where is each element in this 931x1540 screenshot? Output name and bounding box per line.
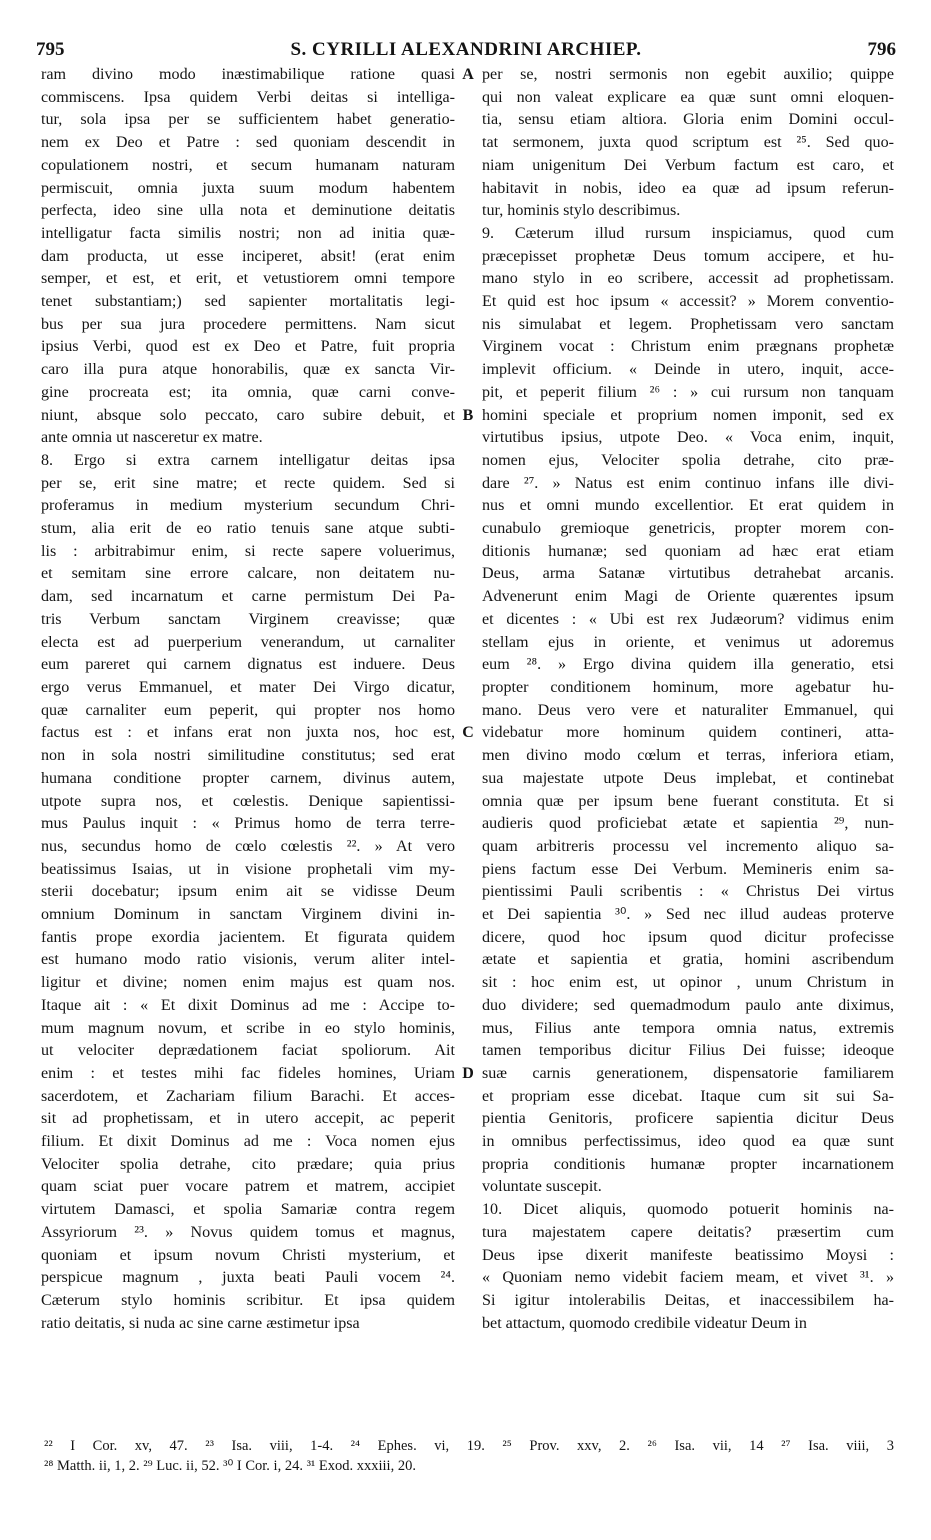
text-line: quam arbitreris processu vel incremento aliquo sa- (482, 837, 894, 855)
text-line: et dicentes : « Ubi est rex Judæorum? vidimus enim (482, 610, 894, 628)
text-line: pientissimi Pauli scribentis : « Christus Dei virtus (482, 883, 894, 901)
text-line: Si igitur intolerabilis Deitas, et inaccessibilem ha- (482, 1291, 894, 1309)
text-line: mus Paulus inquit : « Primus homo de terra terre- (41, 815, 455, 833)
footnote-line: ²⁸ Matth. ii, 1, 2. ²⁹ Luc. ii, 52. ³⁰ I Cor. i, 24. ³¹ Exod. xxxiii, 20. (44, 1458, 416, 1474)
text-line: men divino modo cœlum et terras, inferiora etiam, (482, 747, 894, 765)
text-line: sacerdotem, et Zachariam filium Barachi. Et acces- (41, 1087, 455, 1105)
text-line: quam sciat puer vocare patrem et matrem, accipiet (41, 1178, 455, 1196)
text-line: sua majestate utpote Deus implebat, et continebat (482, 769, 894, 787)
text-line: eum ²⁸. » Ergo divina quidem illa generatio, etsi (482, 656, 894, 674)
text-line: ligitur et divine; nomen enim majus est quam nos. (41, 974, 455, 992)
text-line: voluntate suscepit. (482, 1178, 602, 1196)
text-line: ut velociter deprædationem faciat spoliorum. Ait (41, 1042, 455, 1060)
text-line: 8. Ergo si extra carnem intelligatur deitas ipsa (41, 451, 455, 469)
text-line: tura majestatem capere deitatis? præsertim cum (482, 1223, 894, 1241)
text-line: sit : hoc enim est, ut opinor , unum Christum in (482, 974, 894, 992)
text-line: bus per sua jura procedere permittens. Nam sicut (41, 315, 455, 333)
text-line: virtutem Damasci, et spolia Samariæ contra regem (41, 1201, 455, 1219)
text-line: pit, et peperit filium ²⁶ : » cui rursum non tanquam (482, 383, 894, 401)
text-line: beatissimus Isaias, ut in visione prophetali vim my- (41, 860, 455, 878)
text-line: audieris quod proficiebat ætate et sapientia ²⁹, nun- (482, 815, 894, 833)
text-line: tat sermonem, juxta quod scriptum est ²⁵. Sed quo- (482, 134, 894, 152)
text-line: tamen temporibus dicitur Filius Dei fuisse; ideoque (482, 1042, 894, 1060)
text-line: cunabulo gremioque genetricis, propter morem con- (482, 520, 894, 538)
text-line: suæ carnis generationem, dispensatorie familiarem (482, 1064, 894, 1082)
text-line: mum magnum novum, et scribe in eo stylo hominis, (41, 1019, 455, 1037)
text-line: tenet substantiam;) sed sapienter mortalitatis legi- (41, 293, 455, 311)
text-line: Deus, arma Satanæ virtutibus detrahebat arcanis. (482, 565, 894, 583)
text-line: bet attactum, quomodo credibile videatur Deum in (482, 1314, 807, 1332)
text-line: tur, sola ipsa per se sufficientem habet generatio- (41, 111, 455, 129)
text-line: et propriam esse dicebat. Itaque cum sit sui Sa- (482, 1087, 894, 1105)
left-page-number: 795 (36, 39, 65, 60)
text-line: dam, sed incarnatum et carne permistum Dei Pa- (41, 588, 455, 606)
page-header (36, 38, 896, 64)
text-line: per se, nostri sermonis non egebit auxilio; quippe (482, 66, 894, 83)
text-line: Itaque ait : « Et dixit Dominus ad me : Accipe to- (41, 996, 455, 1014)
margin-marker-b: B (462, 406, 474, 424)
text-line: Advenerunt enim Magi de Oriente quærentes ipsum (482, 588, 894, 606)
left-text-column (41, 64, 455, 1335)
text-line: fantis prope exordia jacientem. Et figurata quidem (41, 928, 455, 946)
text-line: mus, Filius ante tempora omnia natus, extremis (482, 1019, 894, 1037)
text-line: semper, et est, et erit, et vetustiorem omni tempore (41, 270, 455, 288)
text-line: Deus ipse dixerit manifeste beatissimo Moysi : (482, 1246, 894, 1264)
footnote-line: ²² I Cor. xv, 47. ²³ Isa. viii, 1-4. ²⁴ Ephes. vi, 19. ²⁵ Prov. xxv, 2. ²⁶ Isa. vii, 14 ²⁷ Isa. viii, 3 (44, 1438, 894, 1454)
text-line: ram divino modo inæstimabilique ratione quasi (41, 66, 455, 83)
text-line: et semitam sine errore calcare, non deitatem nu- (41, 565, 455, 583)
text-line: nus, secundus homo de cœlo cœlestis ²². » At vero (41, 837, 455, 855)
text-line: filium. Et dixit Dominus ad me : Voca nomen ejus (41, 1133, 455, 1151)
text-line: ætate et sapientia et gratia, homini ascribendum (482, 951, 894, 969)
text-line: stellam ejus in oriente, et venimus ut adoremus (482, 633, 894, 651)
text-line: non in sola nostri similitudine constitutus; sed erat (41, 747, 455, 765)
text-line: mano stylo in eo scribere, accessit ad prophetissam. (482, 270, 894, 288)
text-line: nem ex Deo et Patre : sed quoniam descendit in (41, 134, 455, 152)
text-line: ante omnia ut nasceretur ex matre. (41, 429, 263, 447)
text-line: Assyriorum ²³. » Novus quidem tomus et magnus, (41, 1223, 455, 1241)
text-line: Velociter spolia detrahe, cito prædare; quia prius (41, 1155, 455, 1173)
text-line: propter conditionem hominum, more agebatur hu- (482, 678, 894, 696)
text-line: humana conditione propter carnem, divinus autem, (41, 769, 455, 787)
text-line: gine procreata est; ita omnia, quæ carni conve- (41, 383, 455, 401)
text-line: Cæterum stylo hominis scribitur. Et ipsa quidem (41, 1291, 455, 1309)
text-line: copulationem nostri, et secum humanam naturam (41, 156, 455, 174)
text-line: quæ carnaliter eum peperit, qui propter nos homo (41, 701, 455, 719)
text-line: eum pareret qui carnem dignatus est induere. Deus (41, 656, 455, 674)
text-line: quoniam et ipsum novum Christi mysterium, et (41, 1246, 455, 1264)
margin-marker-c: C (462, 724, 474, 742)
running-title: S. CYRILLI ALEXANDRINI ARCHIEP. (290, 39, 642, 60)
text-line: niam unigenitum Dei Verbum factum est caro, et (482, 156, 894, 174)
text-line: ergo verus Emmanuel, et mater Dei Virgo dicatur, (41, 678, 455, 696)
text-line: est humano modo ratio visionis, verum aliter intel- (41, 951, 455, 969)
text-line: « Quoniam nemo videbit faciem meam, et vivet ³¹. » (482, 1269, 894, 1287)
right-text-column (482, 64, 894, 1335)
text-line: Virginem vocat : Christum enim prægnans prophetæ (482, 338, 894, 356)
text-line: permiscuit, omnia juxta suum modum habentem (41, 179, 455, 197)
text-line: lis : arbitrabimur enim, si recte sapere voluerimus, (41, 542, 455, 560)
text-line: in omnibus perfectissimus, ideo quod ea quæ sunt (482, 1133, 894, 1151)
text-line: perspicue magnum , juxta beati Pauli vocem ²⁴. (41, 1269, 455, 1287)
text-line: piens factum esse Dei Verbum. Memineris enim sa- (482, 860, 894, 878)
text-line: omnium Dominum in sanctam Virginem divini in- (41, 906, 455, 924)
text-line: nis simulabat et legem. Prophetissam vero sanctam (482, 315, 894, 333)
text-line: perfecta, ideo sine ulla nota et deminutione deitatis (41, 202, 455, 220)
text-line: commiscens. Ipsa quidem Verbi deitas si intelliga- (41, 88, 455, 106)
text-line: propria conditionis humanæ propter incarnationem (482, 1155, 894, 1173)
text-line: ipsius Verbi, quod est ex Deo et Patre, fuit propria (41, 338, 455, 356)
text-line: tur, hominis stylo describimus. (482, 202, 681, 220)
text-line: proferamus in medium mysterium secundum Chri- (41, 497, 455, 515)
text-line: niunt, absque solo peccato, caro subire debuit, et (41, 406, 455, 424)
text-line: caro illa pura atque honorabilis, quæ ex sancta Vir- (41, 361, 455, 379)
text-line: duo dividere; sed quemadmodum paulo ante diximus, (482, 996, 894, 1014)
text-line: electa est ad puerperium venerandum, ut carnaliter (41, 633, 455, 651)
text-line: tia, sensu etiam altiora. Gloria enim Domini occul- (482, 111, 894, 129)
text-line: habitavit in nobis, ideo ea quæ ad ipsum referun- (482, 179, 894, 197)
text-line: dare ²⁷. » Natus est enim continuo infans ille divi- (482, 474, 894, 492)
text-line: pientia Genitoris, proficere sapientia dicitur Deus (482, 1110, 894, 1128)
text-line: nomen ejus, Velociter spolia detrahe, cito præ- (482, 451, 894, 469)
text-line: videbatur more hominum quidem contineri, atta- (482, 724, 894, 742)
text-line: homini speciale et proprium nomen imponit, sed ex (482, 406, 894, 424)
margin-marker-a: A (462, 66, 474, 83)
text-line: dam producta, ut esse inciperet, absit! (erat enim (41, 247, 455, 265)
text-line: ditionis humanæ; sed quoniam ad hæc erat etiam (482, 542, 894, 560)
text-line: intelligatur facta similis nostri; non ad initia quæ- (41, 224, 455, 242)
text-line: 10. Dicet aliquis, quomodo potuerit hominis na- (482, 1201, 894, 1219)
text-line: mano. Deus vero vere et naturaliter Emmanuel, qui (482, 701, 894, 719)
margin-marker-d: D (462, 1064, 474, 1082)
text-line: qui non valeat explicare ea quæ sunt omni eloquen- (482, 88, 894, 106)
text-line: factus est : et infans erat non juxta nos, hoc est, (41, 724, 455, 742)
text-line: dicere, quod hoc ipsum quod dicitur profecisse (482, 928, 894, 946)
text-line: ratio deitatis, si nuda ac sine carne æstimetur ipsa (41, 1314, 360, 1332)
text-line: utpote supra nos, et cœlestis. Denique sapientissi- (41, 792, 455, 810)
text-line: 9. Cæterum illud rursum inspiciamus, quod cum (482, 224, 894, 242)
text-line: implevit officium. « Deinde in utero, inquit, acce- (482, 361, 894, 379)
text-line: nus et omni mundo excellentior. Et erat quidem in (482, 497, 894, 515)
text-line: tris Verbum sanctam Virginem creavisse; quæ (41, 610, 455, 628)
footnotes (44, 1436, 894, 1476)
text-line: stum, alia erit de eo ratio tenuis sane atque subti- (41, 520, 455, 538)
right-page-number: 796 (867, 39, 896, 60)
text-line: sterii docebatur; ipsum enim ait se vidisse Deum (41, 883, 455, 901)
text-line: et Dei sapientia ³⁰. » Sed nec illud audeas proterve (482, 906, 894, 924)
text-line: virtutibus ipsius, utpote Deo. « Voca enim, inquit, (482, 429, 894, 447)
text-line: Et quid est hoc ipsum « accessit? » Morem conventio- (482, 293, 894, 311)
text-line: enim : et testes mihi fac fideles homines, Uriam (41, 1064, 455, 1082)
text-line: per se, erit sine matre; et recte quidem. Sed si (41, 474, 455, 492)
text-line: præcepisset prophetæ Deus tomum accipere, et hu- (482, 247, 894, 265)
text-line: sit ad prophetissam, et in utero accepit, ac peperit (41, 1110, 455, 1128)
text-line: omnia quæ per ipsum bene fuerant constituta. Et si (482, 792, 894, 810)
